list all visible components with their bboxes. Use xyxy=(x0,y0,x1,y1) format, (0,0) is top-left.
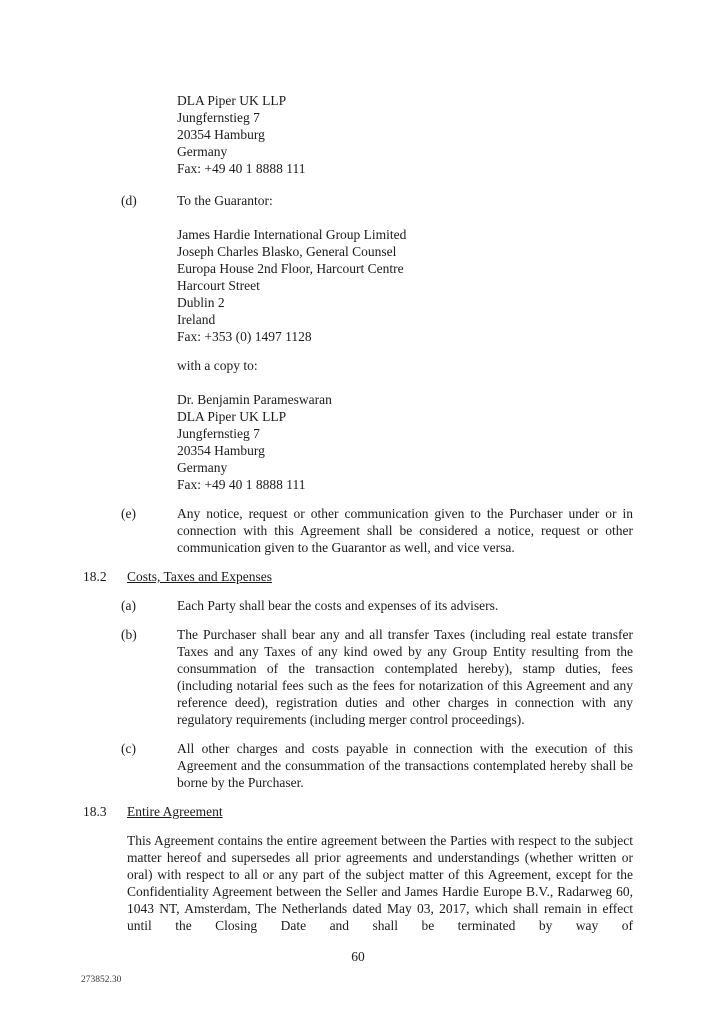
section-title: Entire Agreement xyxy=(127,804,223,819)
list-item-e xyxy=(121,505,633,556)
address-line: DLA Piper UK LLP xyxy=(177,93,287,108)
list-item-text: Any notice, request or other communication given to the Purchaser under or in connection with this Agreement shall be considered a notice, request or other communication given to the Guarantor as well, and vice versa. xyxy=(177,506,633,555)
address-block-continued xyxy=(177,92,633,177)
address-line: Fax: +353 (0) 1497 1128 xyxy=(177,329,312,344)
list-marker: (d) xyxy=(121,193,137,208)
list-marker: (e) xyxy=(121,506,136,521)
copy-lead: with a copy to: xyxy=(177,358,258,373)
entire-agreement-paragraph: This Agreement contains the entire agreement between the Parties with respect to the subject matter hereof and supersedes all prior agreements and understandings (whether written or oral) with respect to all or any part of the subject matter of this Agreement, except for the Confidentiality Agreement between the Seller and James Hardie Europe B.V., Radarweg 60, 1043 NT, Amsterdam, The Netherlands dated May 03, 2017, which shall remain in effect until the Closing Date and shall be terminated by way of xyxy=(127,833,633,933)
section-number: 18.3 xyxy=(83,804,107,819)
list-item-text: All other charges and costs payable in connection with the execution of this Agreement and the consummation of the transactions contemplated hereby shall be borne by the Purchaser. xyxy=(177,741,633,790)
spacer xyxy=(177,209,633,226)
address-line: Dr. Benjamin Parameswaran xyxy=(177,392,332,407)
list-marker: (a) xyxy=(121,598,136,613)
address-line: DLA Piper UK LLP xyxy=(177,409,287,424)
address-line: Ireland xyxy=(177,312,216,327)
page-number: 60 xyxy=(351,949,365,964)
section-heading-costs xyxy=(83,568,633,585)
spacer xyxy=(177,374,633,391)
list-item-body xyxy=(177,192,633,493)
address-line: Germany xyxy=(177,144,228,159)
section-number: 18.2 xyxy=(83,569,107,584)
address-line: James Hardie International Group Limited xyxy=(177,227,407,242)
address-line: Dublin 2 xyxy=(177,295,225,310)
list-item-text: The Purchaser shall bear any and all transfer Taxes (including real estate transfer Taxes and any Taxes of any kind owed by any Group Entity resulting from the consummation of the transaction contemplated hereby), stamp duties, fees (including notarial fees such as the fees for notarization of this Agreement and any reference deed), registration duties and other charges in connection with any regulatory requirements (including merger control proceedings). xyxy=(177,627,633,727)
list-item-b xyxy=(121,626,633,728)
spacer xyxy=(177,345,633,357)
section-heading-entire-agreement xyxy=(83,803,633,820)
address-line: Fax: +49 40 1 8888 111 xyxy=(177,161,306,176)
address-line: Germany xyxy=(177,460,228,475)
list-item-text: Each Party shall bear the costs and expenses of its advisers. xyxy=(177,598,499,613)
list-marker: (c) xyxy=(121,741,136,756)
address-line: Jungfernstieg 7 xyxy=(177,110,260,125)
list-item-c xyxy=(121,740,633,791)
address-line: 20354 Hamburg xyxy=(177,443,265,458)
list-marker: (b) xyxy=(121,627,137,642)
guarantor-lead: To the Guarantor: xyxy=(177,193,273,208)
address-line: Harcourt Street xyxy=(177,278,260,293)
section-title: Costs, Taxes and Expenses xyxy=(127,569,273,584)
guarantor-address-block xyxy=(177,226,633,345)
list-item-d xyxy=(121,192,633,493)
address-line: Joseph Charles Blasko, General Counsel xyxy=(177,244,397,259)
address-line: Europa House 2nd Floor, Harcourt Centre xyxy=(177,261,404,276)
list-item-a xyxy=(121,597,633,614)
address-line: Fax: +49 40 1 8888 111 xyxy=(177,477,306,492)
address-line: 20354 Hamburg xyxy=(177,127,265,142)
address-line: Jungfernstieg 7 xyxy=(177,426,260,441)
copy-address-block xyxy=(177,391,633,493)
document-reference-number: 273852.30 xyxy=(81,975,122,985)
